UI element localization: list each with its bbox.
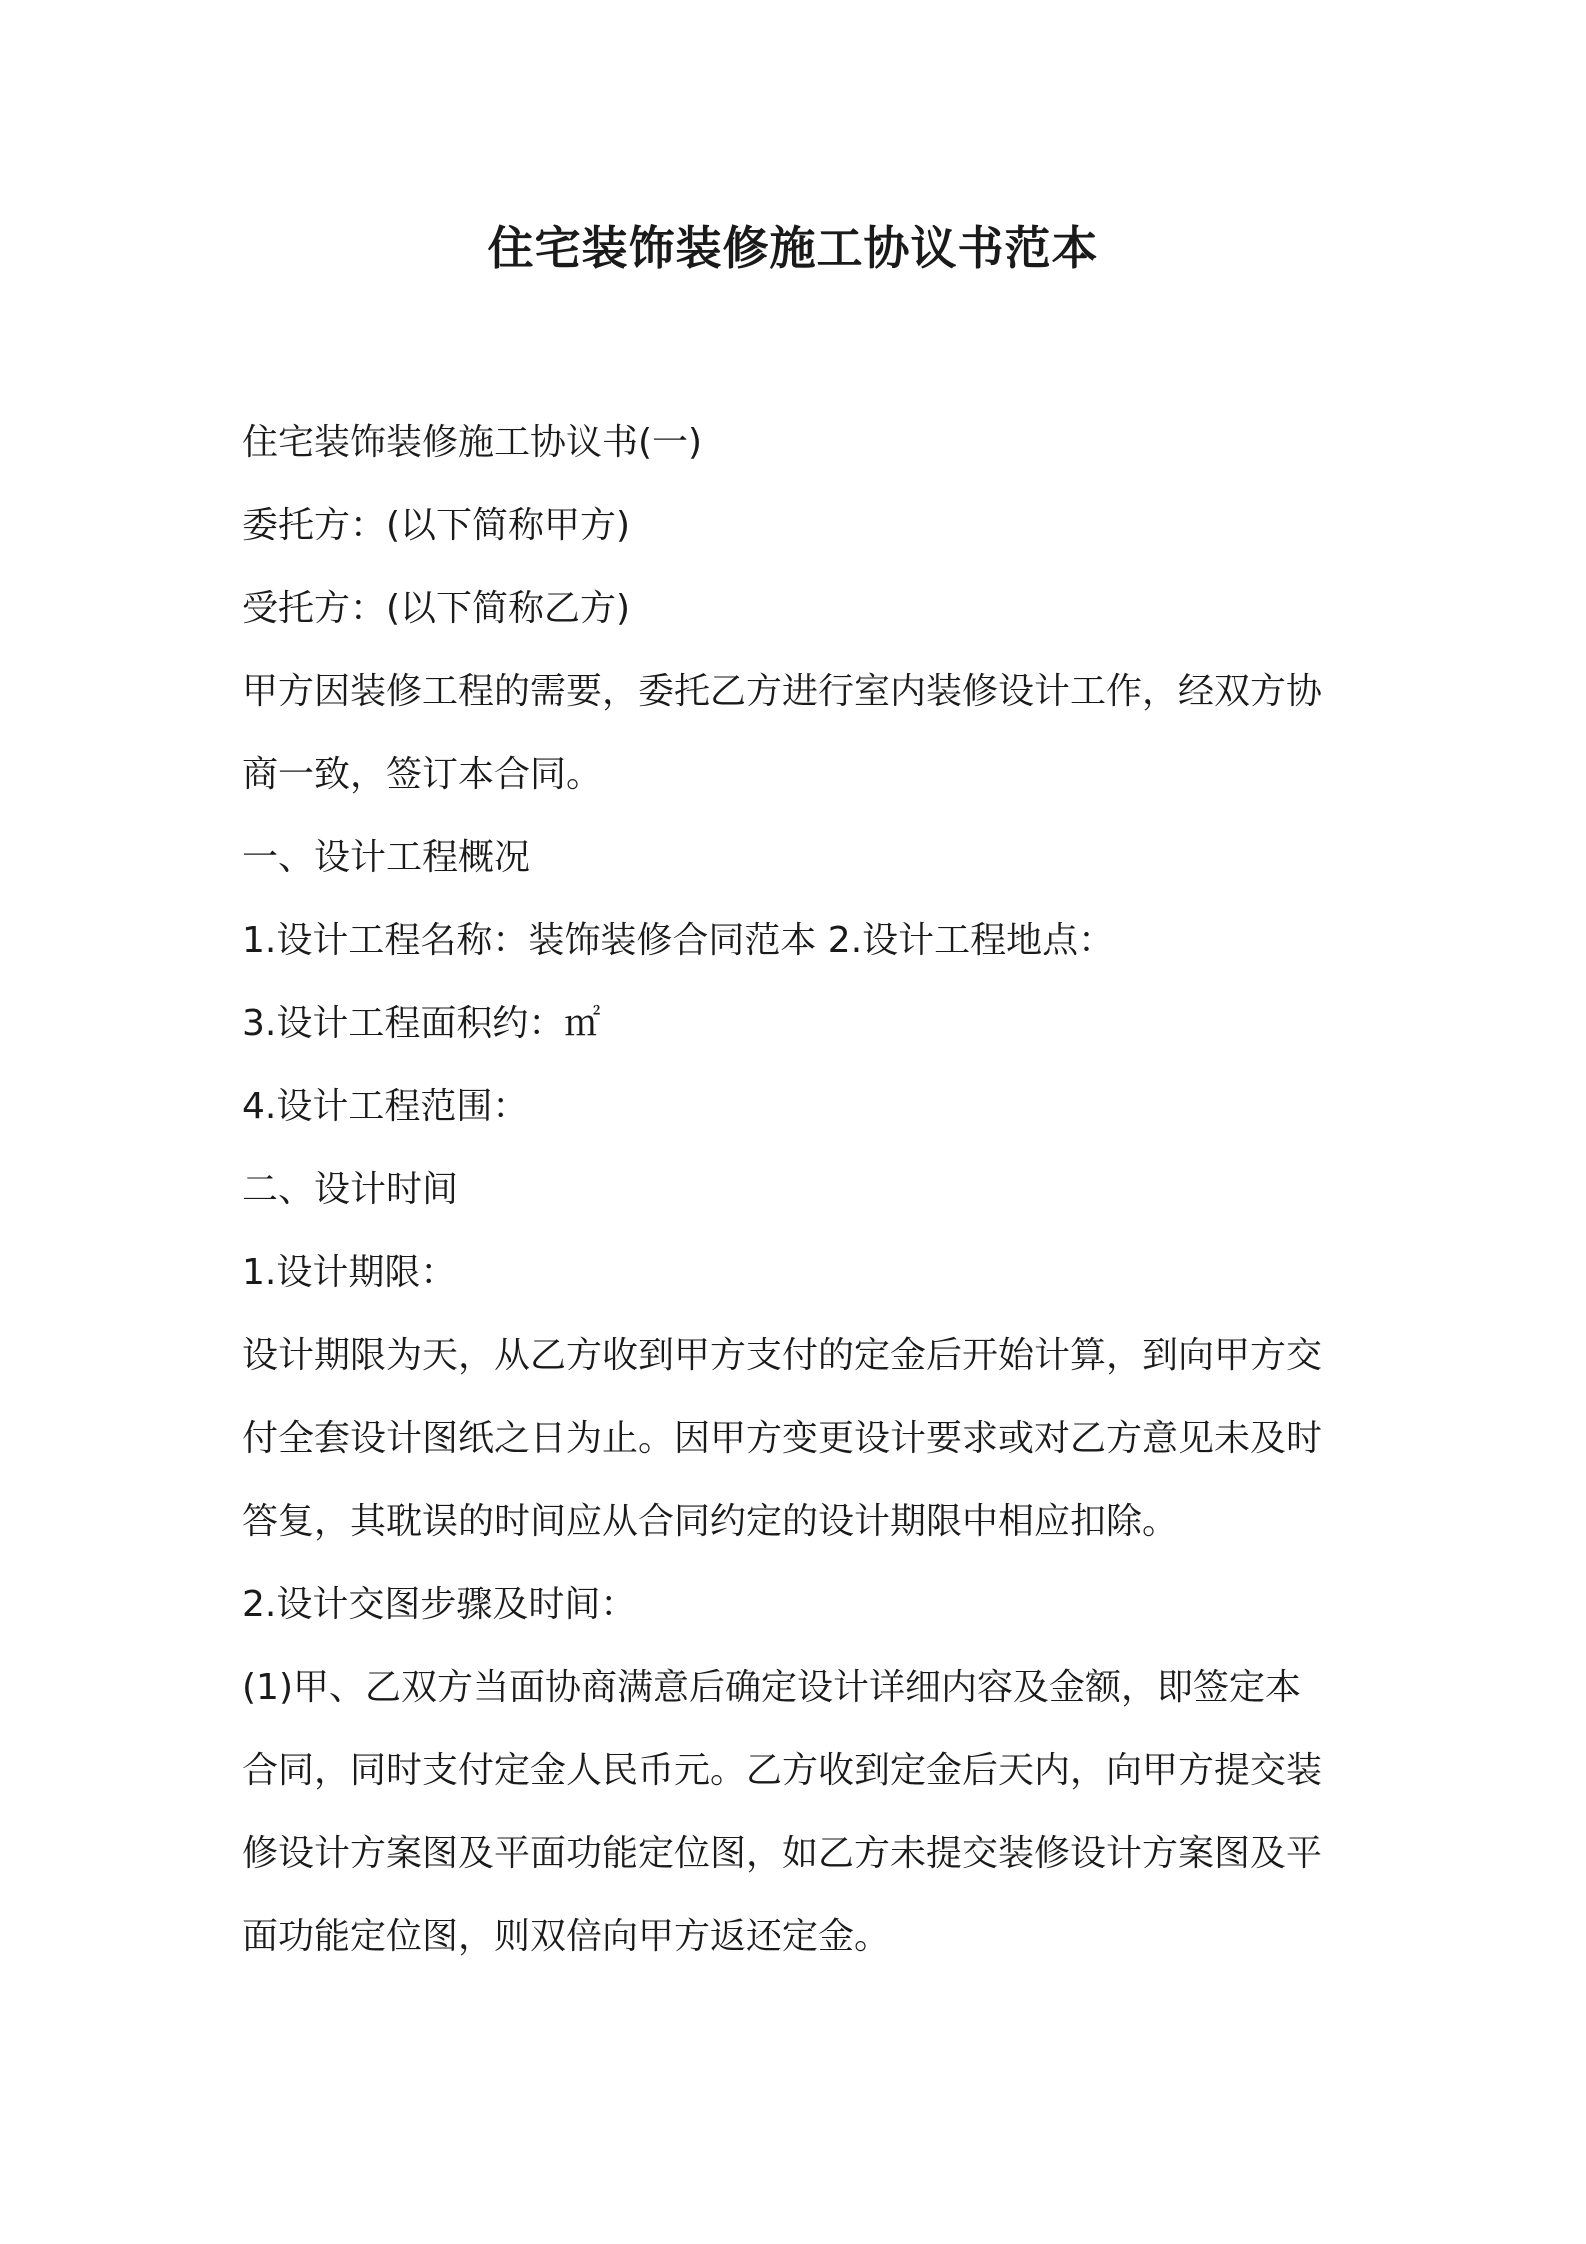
clause-project-scope: 4.设计工程范围： [242,1086,529,1127]
paragraph-line: 修设计方案图及平面功能定位图，如乙方未提交装修设计方案图及平 [242,1833,1323,1874]
paragraph-line: 合同，同时支付定金人民币元。乙方收到定金后天内，向甲方提交装 [242,1750,1323,1791]
document-body [242,401,1357,1978]
paragraph-line: 甲方因装修工程的需要，委托乙方进行室内装修设计工作，经双方协 [242,671,1323,712]
paragraph-line: (1)甲、乙双方当面协商满意后确定设计详细内容及金额，即签定本 [242,1667,1301,1708]
section-heading-overview: 一、设计工程概况 [242,837,531,878]
clause-project-area: 3.设计工程面积约：㎡ [242,1003,601,1044]
paragraph-line: 设计期限为天，从乙方收到甲方支付的定金后开始计算，到向甲方交 [242,1335,1323,1376]
party-b-line: 受托方：(以下简称乙方) [242,588,631,629]
paragraph-line: 付全套设计图纸之日为止。因甲方变更设计要求或对乙方意见未及时 [242,1418,1323,1459]
clause-project-name-location: 1.设计工程名称：装饰装修合同范本 2.设计工程地点： [242,920,1115,961]
clause-delivery-steps: 2.设计交图步骤及时间： [242,1584,637,1625]
intro-paragraph [242,650,1357,816]
document-title: 住宅装饰装修施工协议书范本 [487,221,1099,275]
party-a-line: 委托方：(以下简称甲方) [242,505,631,546]
design-period-paragraph [242,1314,1357,1563]
paragraph-line: 面功能定位图，则双倍向甲方返还定金。 [242,1916,891,1957]
paragraph-line: 答复，其耽误的时间应从合同约定的设计期限中相应扣除。 [242,1501,1179,1542]
section-heading-design-time: 二、设计时间 [242,1169,459,1210]
agreement-subtitle: 住宅装饰装修施工协议书(一) [242,422,703,463]
paragraph-line: 商一致，签订本合同。 [242,754,603,795]
delivery-step-1-paragraph [242,1646,1357,1978]
clause-design-period: 1.设计期限： [242,1252,457,1293]
